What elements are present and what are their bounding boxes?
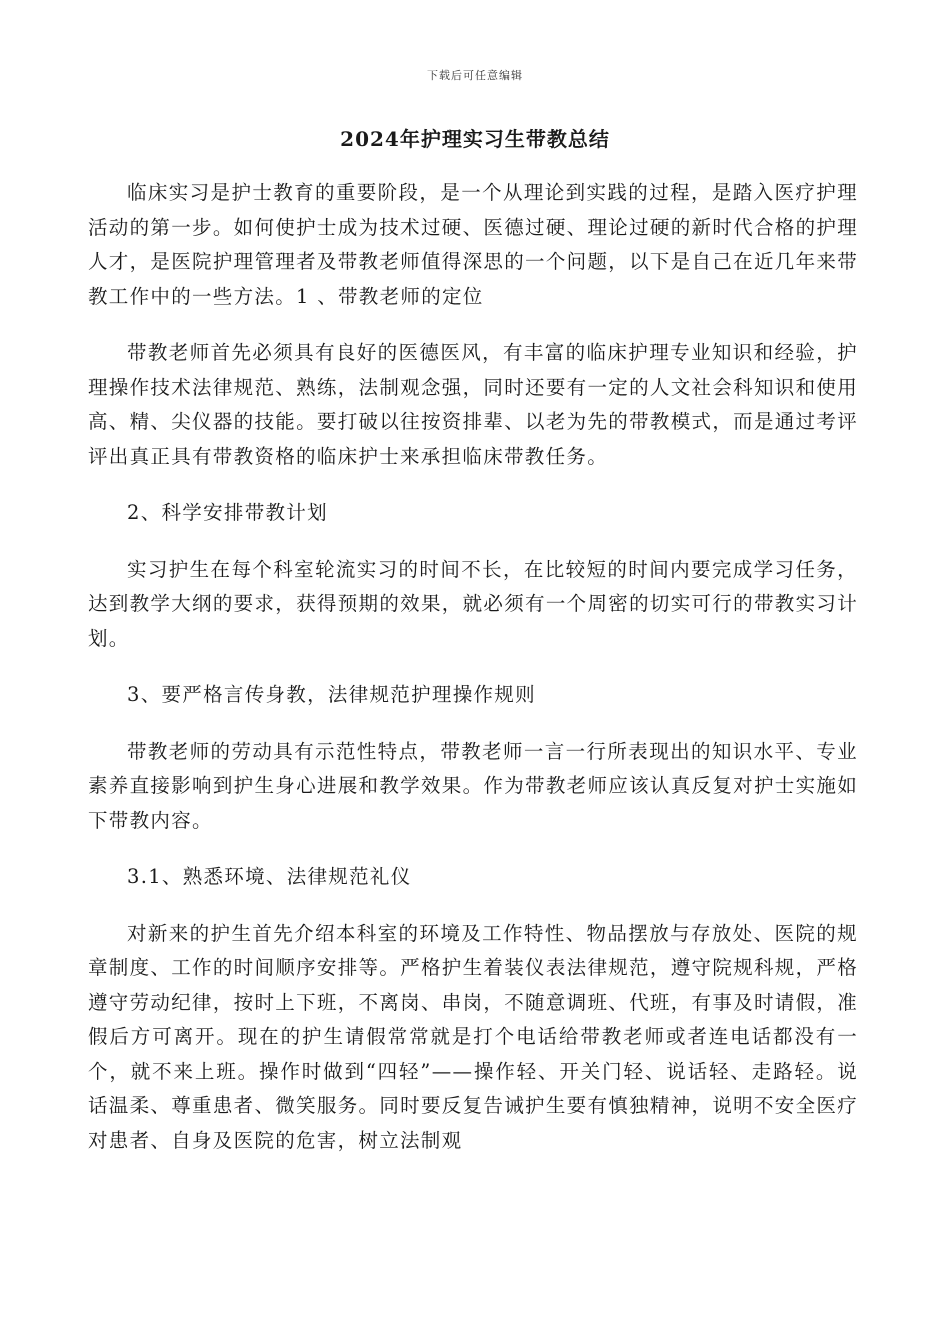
section-heading-2: 2、科学安排带教计划	[127, 501, 328, 524]
section-heading-3-1: 3.1、熟悉环境、法律规范礼仪	[127, 865, 412, 888]
page-title: 2024年护理实习生带教总结	[340, 127, 610, 151]
paragraph-plan: 实习护生在每个科室轮流实习的时间不长，在比较短的时间内要完成学习任务，达到教学大纲的要求，获得预期的效果，就必须有一个周密的切实可行的带教实习计划。	[88, 557, 858, 650]
paragraph-environment: 对新来的护生首先介绍本科室的环境及工作特性、物品摆放与存放处、医院的规章制度、工作的时间顺序安排等。严格护生着装仪表法律规范，遵守院规科规，严格遵守劳动纪律，按时上下班，不离岗、串岗，不随意调班、代班，有事及时请假，准假后方可离开。现在的护生请假常常就是打个电话给带教老师或者连电话都没有一个，就不来上班。操作时做到“四轻”——操作轻、开关门轻、说话轻、走路轻。说话温柔、尊重患者、微笑服务。同时要反复告诫护生要有慎独精神，说明不安全医疗对患者、自身及医院的危害，树立法制观	[88, 921, 858, 1152]
paragraph-teacher-qualifications: 带教老师首先必须具有良好的医德医风，有丰富的临床护理专业知识和经验，护理操作技术法律规范、熟练，法制观念强，同时还要有一定的人文社会科知识和使用高、精、尖仪器的技能。要打破以往按资排辈、以老为先的带教模式，而是通过考评评出真正具有带教资格的临床护士来承担临床带教任务。	[88, 341, 858, 468]
document-body	[88, 176, 858, 1180]
paragraph-example: 带教老师的劳动具有示范性特点，带教老师一言一行所表现出的知识水平、专业素养直接影响到护生身心进展和教学效果。作为带教老师应该认真反复对护士实施如下带教内容。	[88, 739, 858, 832]
header-note: 下载后可任意编辑	[427, 69, 523, 82]
paragraph-intro: 临床实习是护士教育的重要阶段，是一个从理论到实践的过程，是踏入医疗护理活动的第一步。如何使护士成为技术过硬、医德过硬、理论过硬的新时代合格的护理人才，是医院护理管理者及带教老师值得深思的一个问题，以下是自己在近几年来带教工作中的一些方法。1 、带教老师的定位	[88, 181, 858, 308]
section-heading-3: 3、要严格言传身教，法律规范护理操作规则	[127, 683, 536, 706]
